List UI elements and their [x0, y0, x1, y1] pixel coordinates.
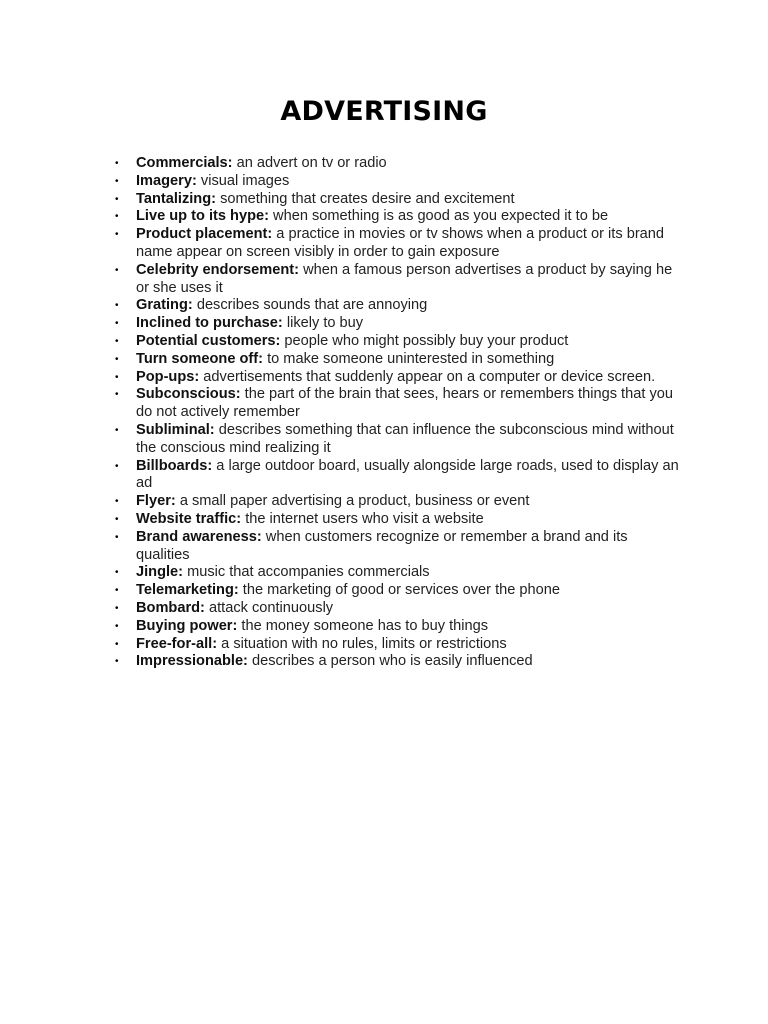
list-item-definition: visual images	[200, 172, 290, 189]
list-item-term: Impressionable:	[136, 653, 248, 670]
list-item-term: Brand awareness:	[136, 528, 262, 545]
list-item-definition: music that accompanies commercials	[187, 564, 430, 581]
bullet-icon: •	[115, 531, 119, 543]
list-item	[115, 510, 684, 529]
list-item	[115, 635, 684, 654]
list-item	[115, 172, 684, 191]
bullet-icon: •	[115, 424, 119, 436]
page-title: ADVERTISING	[280, 96, 488, 127]
bullet-icon: •	[115, 193, 119, 205]
list-item-term: Bombard:	[136, 599, 205, 616]
list-item-term: Flyer:	[136, 493, 176, 510]
list-item-definition: advertisements that suddenly appear on a computer or device screen.	[203, 368, 656, 385]
list-item-term: Potential customers:	[136, 332, 281, 349]
bullet-icon: •	[115, 567, 119, 579]
list-item-term: Subconscious:	[136, 386, 241, 403]
list-item	[115, 653, 684, 671]
list-item-definition: people who might possibly buy your product	[284, 332, 569, 349]
list-item-term: Website traffic:	[136, 510, 242, 527]
list-item-definition: a practice in movies or tv shows when a product or its brand name appear on screen visibly in order to gain exposure	[136, 226, 665, 260]
list-item	[115, 457, 684, 494]
list-item-term: Commercials:	[136, 155, 233, 171]
vocabulary-list	[115, 155, 684, 671]
list-item-definition: a large outdoor board, usually alongside large roads, used to display an ad	[136, 457, 679, 492]
list-item-term: Subliminal:	[136, 421, 215, 438]
bullet-icon: •	[115, 175, 119, 187]
list-item	[115, 226, 684, 262]
bullet-icon: •	[115, 389, 119, 401]
list-item-definition: likely to buy	[286, 315, 364, 332]
bullet-icon: •	[115, 300, 119, 312]
list-item	[115, 315, 684, 333]
list-item-term: Imagery:	[136, 172, 197, 189]
list-item	[115, 421, 684, 458]
list-item-definition: the internet users who visit a website	[245, 510, 484, 527]
list-item-definition: attack continuously	[208, 599, 334, 616]
list-item-definition: when a famous person advertises a product by saying he or she uses it	[136, 261, 673, 296]
list-item	[115, 599, 684, 618]
list-item-term: Turn someone off:	[136, 350, 264, 367]
list-item	[115, 368, 684, 387]
bullet-icon: •	[115, 460, 119, 472]
list-item-term: Billboards:	[136, 457, 213, 474]
list-item-definition: a small paper advertising a product, business or event	[179, 493, 530, 510]
bullet-icon: •	[115, 620, 119, 632]
list-item-term: Live up to its hype:	[136, 208, 269, 225]
list-item-term: Pop-ups:	[136, 368, 200, 385]
list-item	[115, 261, 684, 298]
bullet-icon: •	[115, 638, 119, 650]
list-item-term: Inclined to purchase:	[136, 315, 283, 332]
bullet-icon: •	[115, 602, 119, 614]
list-item-term: Tantalizing:	[136, 190, 216, 207]
list-item-term: Free-for-all:	[136, 635, 218, 652]
list-item	[115, 528, 684, 565]
list-item	[115, 190, 684, 209]
list-item-definition: describes something that can influence the subconscious mind without the conscious mind realizing it	[136, 421, 674, 456]
list-item	[115, 582, 684, 600]
list-item-term: Jingle:	[136, 564, 184, 581]
list-item-definition: the money someone has to buy things	[241, 617, 489, 634]
list-item	[115, 617, 684, 636]
bullet-icon: •	[115, 318, 119, 330]
list-item	[115, 564, 684, 582]
bullet-icon: •	[115, 158, 119, 169]
list-item	[115, 350, 684, 369]
list-item-definition: to make someone uninterested in something	[267, 350, 555, 367]
list-item	[115, 297, 684, 315]
list-item-definition: describes sounds that are annoying	[196, 297, 428, 314]
list-item	[115, 493, 684, 511]
bullet-icon: •	[115, 211, 119, 223]
list-item-definition: the part of the brain that sees, hears or remembers things that you do not actively remember	[136, 386, 673, 421]
list-item-definition: describes a person who is easily influenced	[251, 653, 533, 670]
list-item	[115, 155, 684, 173]
list-item	[115, 386, 684, 422]
list-item-term: Celebrity endorsement:	[136, 261, 300, 278]
list-item-term: Telemarketing:	[136, 582, 239, 599]
list-item-definition: something that creates desire and excitement	[220, 190, 515, 207]
list-item-term: Product placement:	[136, 226, 273, 243]
bullet-icon: •	[115, 656, 119, 668]
bullet-icon: •	[115, 264, 119, 276]
list-item-term: Grating:	[136, 297, 193, 314]
bullet-icon: •	[115, 496, 119, 508]
bullet-icon: •	[115, 371, 119, 383]
list-item-definition: a situation with no rules, limits or restrictions	[221, 635, 507, 652]
bullet-icon: •	[115, 335, 119, 347]
bullet-icon: •	[115, 353, 119, 365]
list-item-term: Buying power:	[136, 617, 238, 634]
list-item-definition: when customers recognize or remember a brand and its qualities	[136, 528, 628, 563]
list-item-definition: an advert on tv or radio	[236, 155, 387, 171]
list-item	[115, 332, 684, 351]
bullet-icon: •	[115, 585, 119, 597]
bullet-icon: •	[115, 513, 119, 525]
list-item	[115, 208, 684, 226]
list-item-definition: when something is as good as you expected it to be	[273, 208, 609, 225]
list-item-definition: the marketing of good or services over the phone	[242, 582, 560, 599]
bullet-icon: •	[115, 229, 119, 241]
